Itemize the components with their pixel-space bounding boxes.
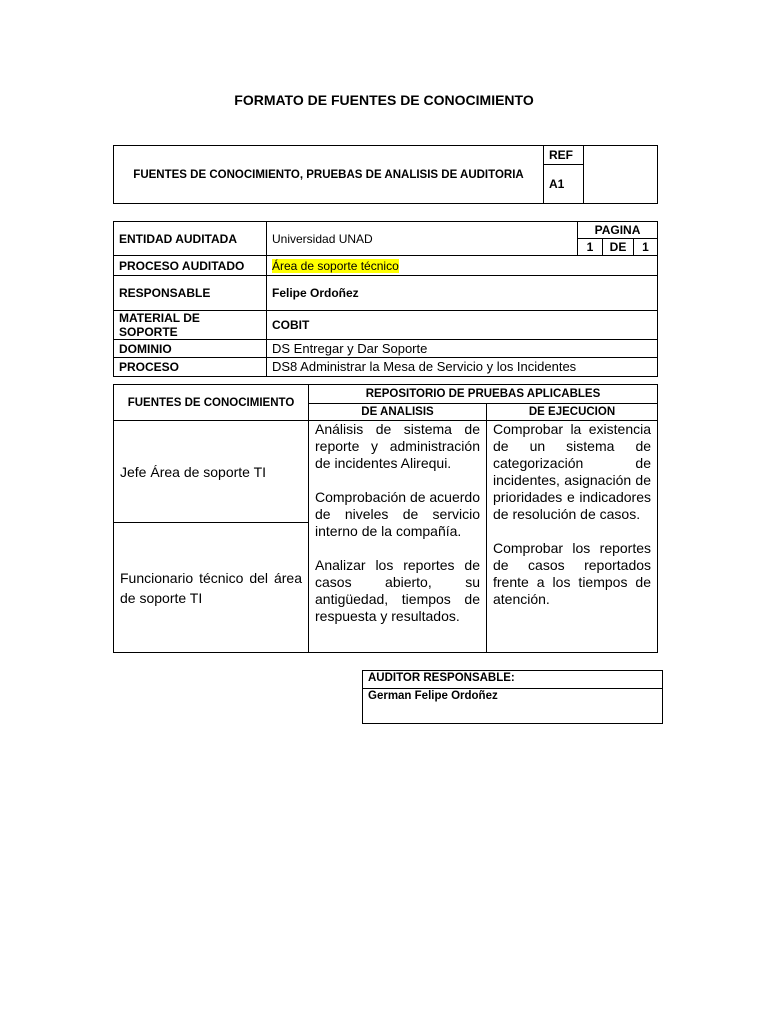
dominio-label: DOMINIO	[114, 340, 267, 358]
source-jefe: Jefe Área de soporte TI	[114, 421, 309, 523]
entidad-label: ENTIDAD AUDITADA	[114, 222, 267, 256]
analisis-item: Comprobación de acuerdo de niveles de servicio interno de la compañía.	[315, 489, 480, 539]
material-value: COBIT	[267, 311, 658, 340]
col-fuentes-header: FUENTES DE CONOCIMIENTO	[114, 385, 309, 421]
page-total: 1	[634, 239, 658, 256]
col-repositorio-header: REPOSITORIO DE PRUEBAS APLICABLES	[309, 385, 658, 404]
ejecucion-item: Comprobar los reportes de casos reportados frente a los tiempos de atención.	[493, 540, 652, 607]
analisis-item: Analizar los reportes de casos abierto, su antigüedad, tiempos de respuesta y resultados.	[315, 557, 480, 624]
proceso-auditado-value: Área de soporte técnico	[272, 258, 399, 273]
col-analisis-header: DE ANALISIS	[309, 404, 487, 421]
sources-table	[113, 384, 658, 653]
header-table	[113, 145, 658, 204]
page-current: 1	[578, 239, 603, 256]
material-label: MATERIAL DE SOPORTE	[114, 311, 267, 340]
col-ejecucion-header: DE EJECUCION	[487, 404, 658, 421]
proceso-value: DS8 Administrar la Mesa de Servicio y los Incidentes	[267, 358, 658, 377]
entidad-value: Universidad UNAD	[267, 222, 578, 256]
ref-value: A1	[544, 165, 584, 204]
ejecucion-cell	[487, 421, 658, 653]
ref-label: REF	[544, 146, 584, 165]
responsable-value: Felipe Ordoñez	[267, 276, 658, 311]
ref-empty-cell	[584, 146, 658, 204]
auditor-name: German Felipe Ordoñez	[363, 689, 663, 724]
header-main-label: FUENTES DE CONOCIMIENTO, PRUEBAS DE ANALISIS DE AUDITORIA	[114, 146, 544, 204]
source-funcionario: Funcionario técnico del área de soporte TI	[114, 523, 309, 653]
analisis-item: Análisis de sistema de reporte y administración de incidentes Alirequi.	[315, 421, 480, 471]
ejecucion-item: Comprobar la existencia de un sistema de categorización de incidentes, asignación de prioridades e indicadores de resolución de casos.	[493, 421, 652, 522]
dominio-value: DS Entregar y Dar Soporte	[267, 340, 658, 358]
proceso-auditado-label: PROCESO AUDITADO	[114, 256, 267, 276]
auditor-table	[362, 670, 663, 724]
analisis-cell	[309, 421, 487, 653]
responsable-label: RESPONSABLE	[114, 276, 267, 311]
pagina-label: PAGINA	[578, 222, 658, 239]
proceso-label: PROCESO	[114, 358, 267, 377]
page-title: FORMATO DE FUENTES DE CONOCIMIENTO	[234, 92, 534, 108]
auditor-label: AUDITOR RESPONSABLE:	[363, 671, 663, 689]
info-table	[113, 221, 658, 377]
page-of: DE	[603, 239, 634, 256]
